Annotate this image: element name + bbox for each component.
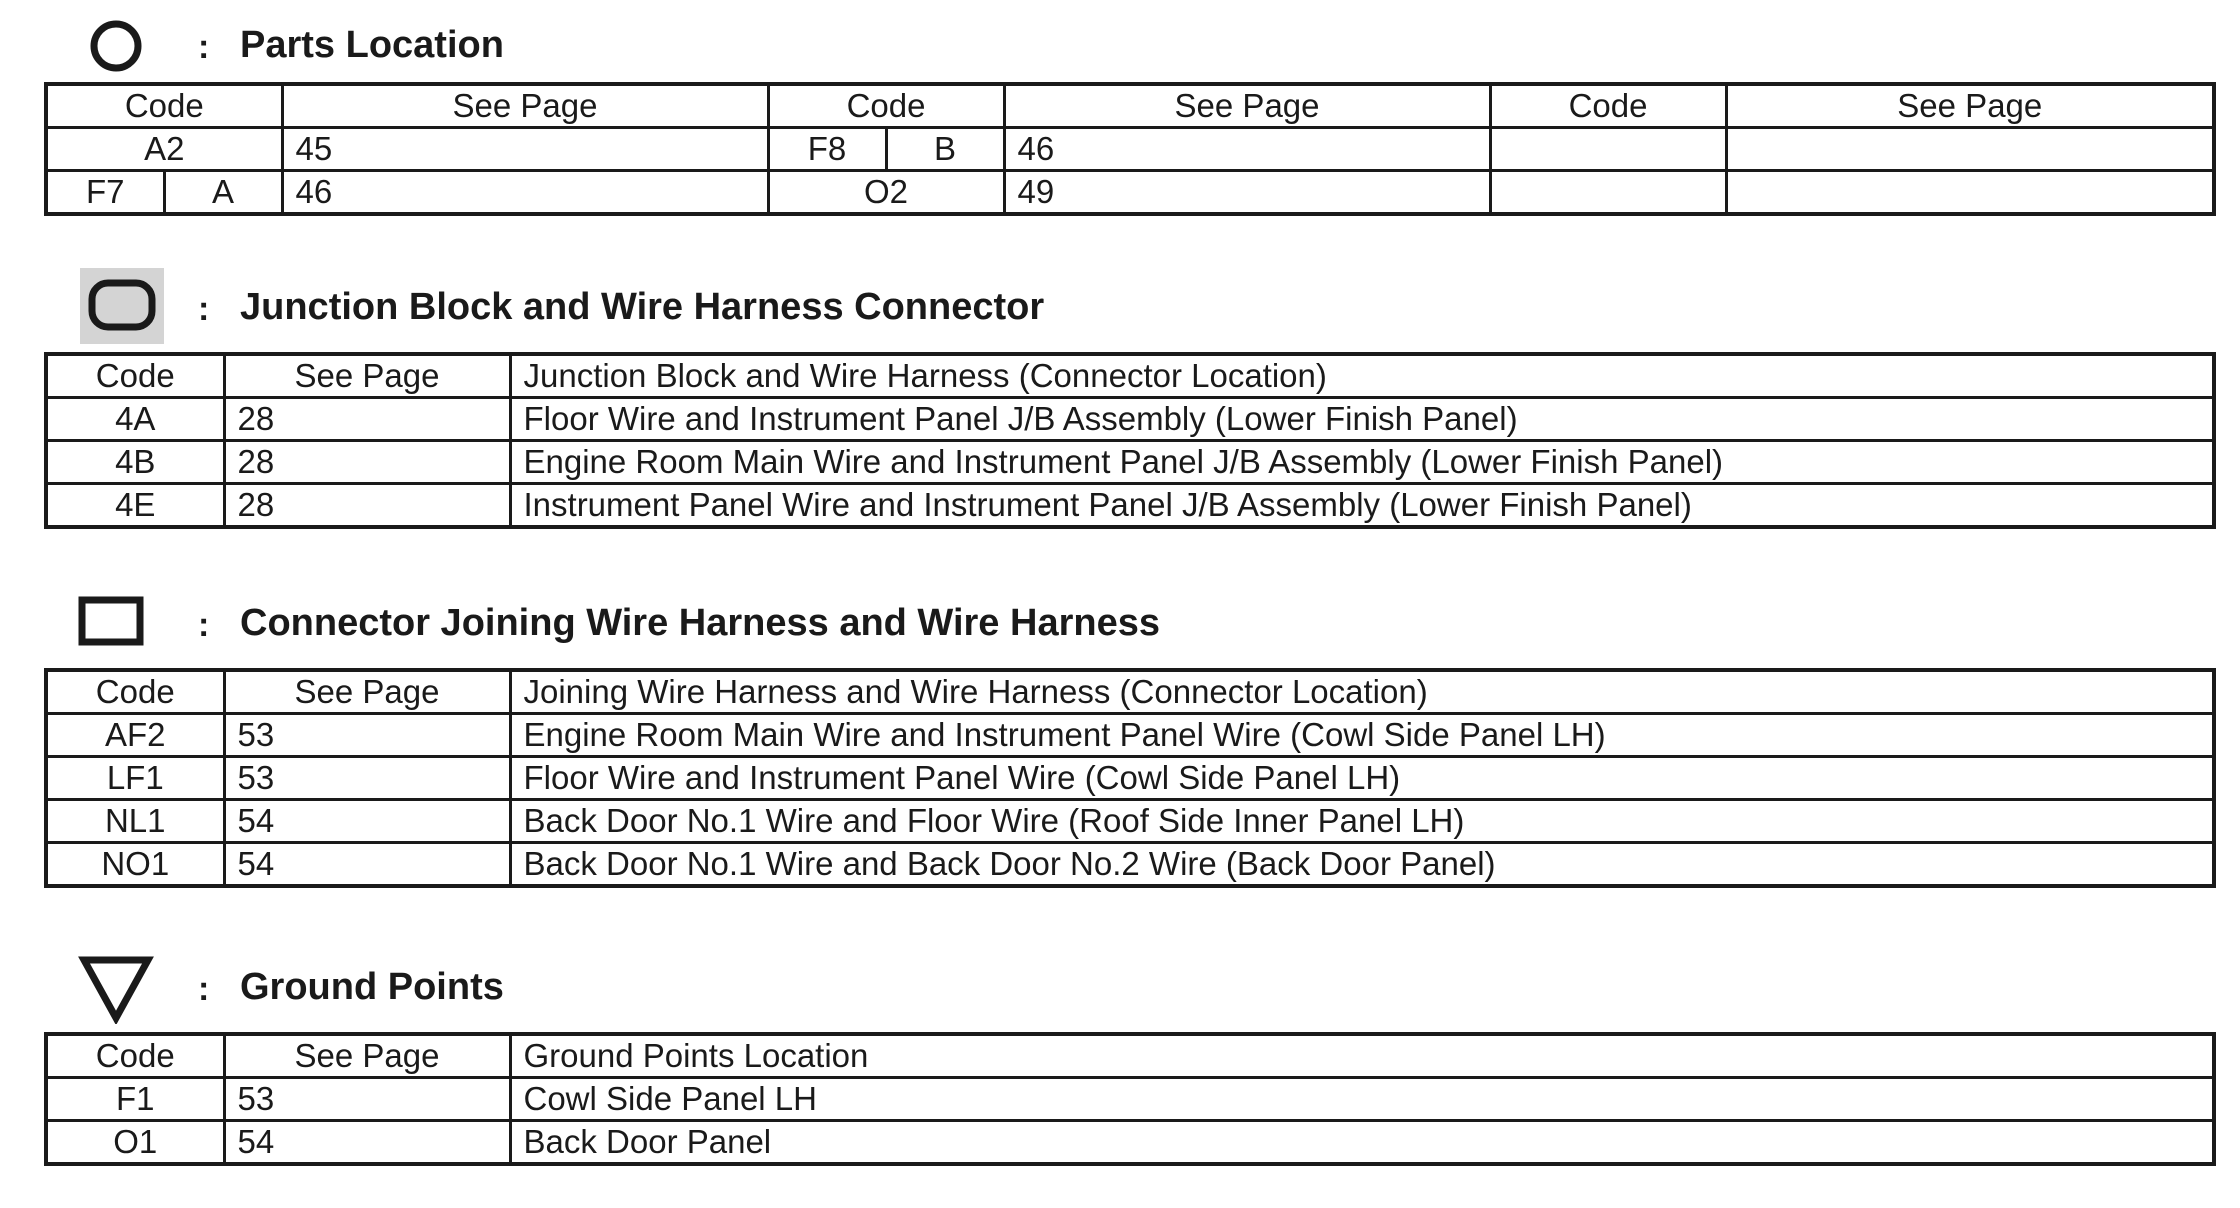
inverted-triangle-icon <box>78 954 154 1024</box>
table-row <box>46 843 2214 887</box>
joining-connector-table <box>44 668 2216 888</box>
joining-connector-header <box>0 590 2240 660</box>
location-cell: Floor Wire and Instrument Panel J/B Assembly (Lower Finish Panel) <box>510 398 2214 441</box>
column-header-see-page: See Page <box>1726 84 2214 128</box>
column-header-code: Code <box>768 84 1004 128</box>
circle-icon <box>88 18 144 74</box>
parts-location-header <box>0 10 2240 80</box>
table-row <box>46 757 2214 800</box>
location-cell: Instrument Panel Wire and Instrument Panel J/B Assembly (Lower Finish Panel) <box>510 484 2214 528</box>
code-cell: F8 <box>768 128 886 171</box>
column-header-code: Code <box>1490 84 1726 128</box>
code-cell: A2 <box>46 128 282 171</box>
table-row <box>46 1121 2214 1165</box>
parts-location-table <box>44 82 2216 216</box>
code-cell: NL1 <box>46 800 224 843</box>
empty-cell <box>1490 171 1726 215</box>
section-colon: : <box>198 606 210 644</box>
page-cell: 28 <box>224 441 510 484</box>
location-cell: Cowl Side Panel LH <box>510 1078 2214 1121</box>
table-row <box>46 1078 2214 1121</box>
ground-points-header <box>0 950 2240 1020</box>
rectangle-icon <box>78 596 144 648</box>
code-cell: LF1 <box>46 757 224 800</box>
column-header-code: Code <box>46 670 224 714</box>
page-cell: 53 <box>224 714 510 757</box>
location-cell: Engine Room Main Wire and Instrument Panel Wire (Cowl Side Panel LH) <box>510 714 2214 757</box>
table-row <box>46 484 2214 528</box>
ground-points-table <box>44 1032 2216 1166</box>
junction-block-header <box>0 262 2240 332</box>
section-colon: : <box>198 290 210 328</box>
code-cell: F1 <box>46 1078 224 1121</box>
column-header-see-page: See Page <box>224 354 510 398</box>
empty-cell <box>1490 128 1726 171</box>
column-header-see-page: See Page <box>282 84 768 128</box>
column-header-code: Code <box>46 84 282 128</box>
code-cell: 4B <box>46 441 224 484</box>
table-header-row <box>46 1034 2214 1078</box>
table-row <box>46 398 2214 441</box>
location-cell: Engine Room Main Wire and Instrument Panel J/B Assembly (Lower Finish Panel) <box>510 441 2214 484</box>
column-header-see-page: See Page <box>224 1034 510 1078</box>
column-header-see-page: See Page <box>224 670 510 714</box>
table-row <box>46 171 2214 215</box>
section-title: Junction Block and Wire Harness Connector <box>240 286 1045 328</box>
column-header-code: Code <box>46 354 224 398</box>
empty-cell <box>1726 128 2214 171</box>
code-cell: O1 <box>46 1121 224 1165</box>
column-header-code: Code <box>46 1034 224 1078</box>
page-cell: 28 <box>224 484 510 528</box>
column-header-location: Ground Points Location <box>510 1034 2214 1078</box>
sub-code-cell: B <box>886 128 1004 171</box>
code-cell: O2 <box>768 171 1004 215</box>
location-cell: Back Door Panel <box>510 1121 2214 1165</box>
section-colon: : <box>198 28 210 66</box>
page-cell: 53 <box>224 1078 510 1121</box>
column-header-location: Junction Block and Wire Harness (Connector Location) <box>510 354 2214 398</box>
empty-cell <box>1726 171 2214 215</box>
section-title: Ground Points <box>240 966 504 1008</box>
code-cell: F7 <box>46 171 164 215</box>
page-cell: 28 <box>224 398 510 441</box>
table-row <box>46 128 2214 171</box>
page-cell: 49 <box>1004 171 1490 215</box>
page-cell: 54 <box>224 800 510 843</box>
section-title: Parts Location <box>240 24 504 66</box>
section-title: Connector Joining Wire Harness and Wire Harness <box>240 602 1160 644</box>
code-cell: AF2 <box>46 714 224 757</box>
page-cell: 54 <box>224 843 510 887</box>
table-header-row <box>46 670 2214 714</box>
page-cell: 54 <box>224 1121 510 1165</box>
location-cell: Floor Wire and Instrument Panel Wire (Cowl Side Panel LH) <box>510 757 2214 800</box>
sub-code-cell: A <box>164 171 282 215</box>
section-colon: : <box>198 970 210 1008</box>
page-cell: 46 <box>282 171 768 215</box>
rounded-rectangle-icon <box>80 268 164 344</box>
table-header-row <box>46 84 2214 128</box>
code-cell: 4A <box>46 398 224 441</box>
table-row <box>46 441 2214 484</box>
page-cell: 45 <box>282 128 768 171</box>
code-cell: NO1 <box>46 843 224 887</box>
table-row <box>46 714 2214 757</box>
junction-block-table <box>44 352 2216 529</box>
page-cell: 53 <box>224 757 510 800</box>
column-header-location: Joining Wire Harness and Wire Harness (Connector Location) <box>510 670 2214 714</box>
table-header-row <box>46 354 2214 398</box>
table-row <box>46 800 2214 843</box>
code-cell: 4E <box>46 484 224 528</box>
location-cell: Back Door No.1 Wire and Back Door No.2 Wire (Back Door Panel) <box>510 843 2214 887</box>
page-cell: 46 <box>1004 128 1490 171</box>
column-header-see-page: See Page <box>1004 84 1490 128</box>
location-cell: Back Door No.1 Wire and Floor Wire (Roof Side Inner Panel LH) <box>510 800 2214 843</box>
